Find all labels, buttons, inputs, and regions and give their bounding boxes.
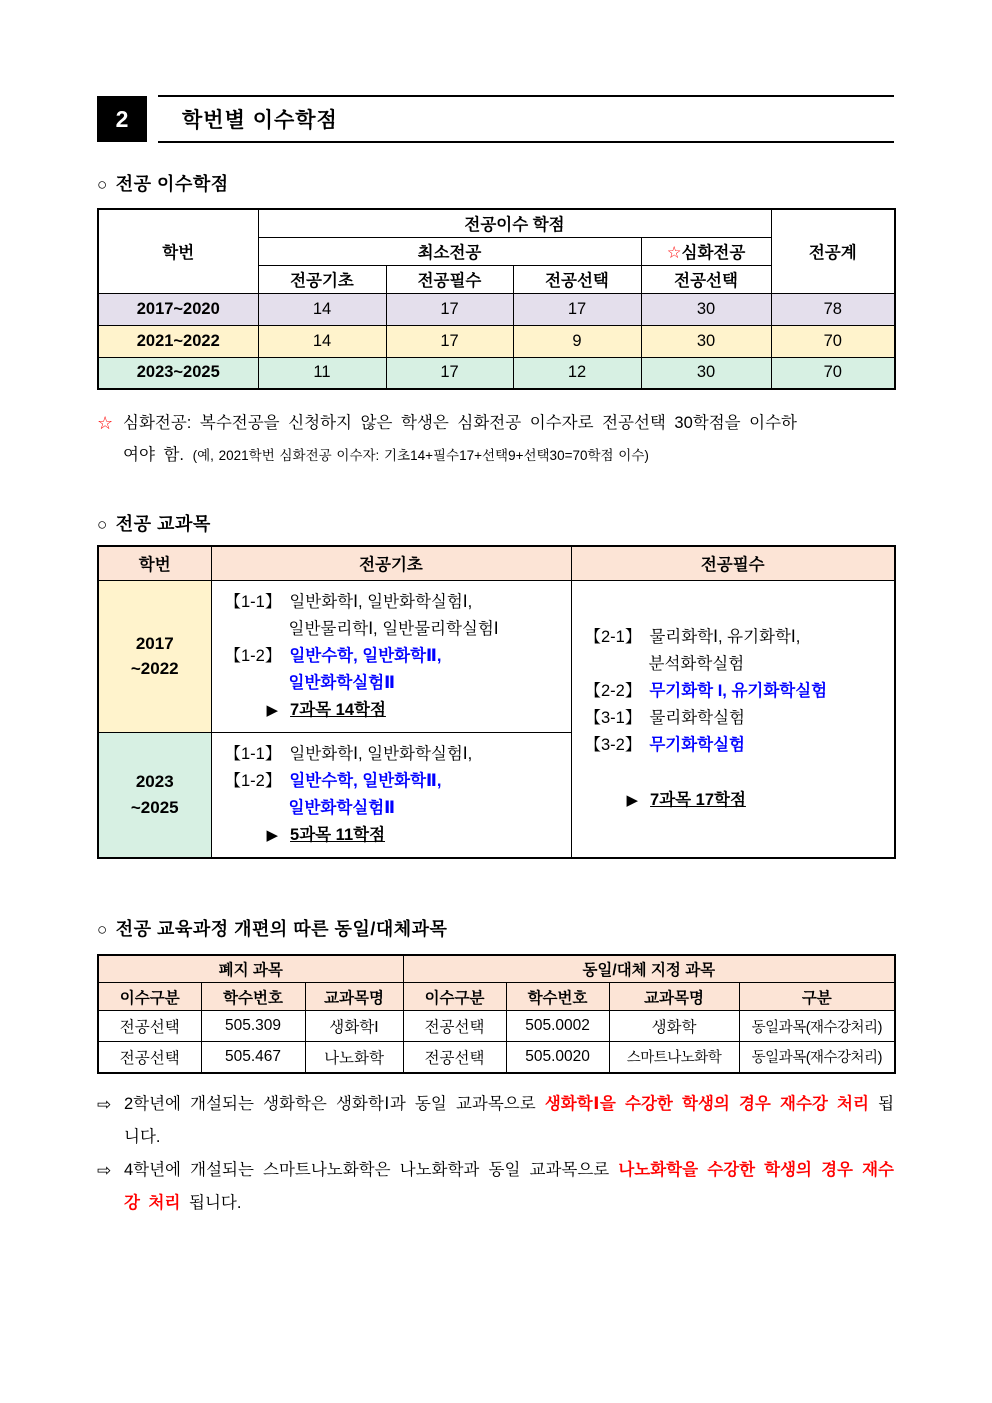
col-header: 교과목명 [305,983,403,1011]
semester-tag: 【1-2】 [224,646,282,665]
semester-tag: 【3-1】 [584,708,642,727]
bottom-notes [97,1088,894,1220]
course-names: 물리화학실험 [649,708,745,727]
course-line [585,705,889,732]
years-cell [98,580,211,732]
note-warning-red: 나노화학을 수강한 학생의 경우 재수강 처리 [124,1160,894,1212]
table-header-row [98,209,895,237]
semester-tag: 【2-1】 [584,627,642,646]
col-header-total: 전공계 [771,209,895,293]
cell: 스마트나노화학 [609,1042,739,1073]
cell: 전공선택 [403,1011,506,1042]
col-header-major-credit-group: 전공이수 학점 [258,209,771,237]
summary-text: 5과목 11학점 [290,825,386,844]
cell: 동일과목(재수강처리) [739,1042,895,1073]
value-cell: 30 [641,357,771,389]
cell: 생화학 [609,1011,739,1042]
group-header-substitute: 동일/대체 지정 과목 [403,955,895,983]
cell: 생화학Ⅰ [305,1011,403,1042]
triangle-bullet-icon: ▶ [266,701,279,719]
years-line1: 2017 [135,633,174,653]
course-names-new: 일반수학, 일반화학Ⅱ, [289,771,442,790]
value-cell: 17 [386,357,513,389]
cell: 505.0020 [506,1042,609,1073]
section-number-badge: 2 [97,96,147,142]
summary-line [267,822,565,849]
course-names: 일반화학Ⅰ, 일반화학실험Ⅰ, [289,592,473,611]
col-header: 학수번호 [506,983,609,1011]
heading-substitute-courses [97,915,894,941]
table-row [98,1042,895,1073]
course-names-new: 무기화학실험 [649,735,745,754]
course-line [585,732,889,759]
heading-major-courses-label: 전공 교과목 [115,514,211,534]
course-names: 분석화학실험 [648,654,745,673]
col-header-seontaek2: 전공선택 [641,265,771,293]
circle-bullet-icon: ○ [97,919,108,939]
cell: 505.467 [201,1042,305,1073]
value-cell: 78 [771,293,895,325]
col-header: 이수구분 [98,983,201,1011]
col-header-pilsu: 전공필수 [386,265,513,293]
footnote-example: (예, 2021학번 심화전공 이수자: 기초14+필수17+선택9+선택30=70학점 이수) [192,448,649,463]
col-header-haekbeon: 학번 [98,209,258,293]
heading-substitute-courses-label: 전공 교육과정 개편의 따른 동일/대체과목 [115,918,448,939]
cell: 505.0002 [506,1011,609,1042]
years-cell: 2023~2025 [98,357,258,389]
table-header-row [98,983,895,1011]
col-header-pilsu: 전공필수 [571,546,895,580]
heading-major-courses [97,510,894,536]
course-names: 일반물리학Ⅰ, 일반물리학실험Ⅰ [288,619,499,638]
course-line [225,741,565,768]
gicho-courses-cell [211,580,571,732]
col-header-seontaek: 전공선택 [513,265,641,293]
section-banner [97,95,894,143]
years-cell: 2021~2022 [98,325,258,357]
pilsu-content [585,624,889,814]
value-cell: 17 [386,325,513,357]
table-row [98,293,895,325]
intensive-major-footnote [97,407,894,472]
value-cell: 9 [513,325,641,357]
cell: 나노화학 [305,1042,403,1073]
course-names-new: 일반화학실험Ⅱ [288,798,396,817]
note-biochem [97,1088,894,1154]
circle-bullet-icon: ○ [97,175,108,194]
value-cell: 17 [513,293,641,325]
semester-tag: 【1-1】 [224,592,282,611]
col-header-gicho: 전공기초 [211,546,571,580]
pilsu-courses-cell [571,580,895,858]
summary-line [267,697,565,724]
course-line [585,624,889,651]
value-cell: 17 [386,293,513,325]
cell: 전공선택 [403,1042,506,1073]
semester-tag: 【2-2】 [584,681,642,700]
gicho-courses-cell [211,732,571,858]
value-cell: 70 [771,325,895,357]
years-cell: 2017~2020 [98,293,258,325]
col-header-gicho: 전공기초 [258,265,386,293]
cell: 전공선택 [98,1042,201,1073]
value-cell: 70 [771,357,895,389]
section-title-box [158,95,894,143]
cell: 505.309 [201,1011,305,1042]
triangle-bullet-icon: ▶ [626,791,639,809]
value-cell: 30 [641,325,771,357]
right-arrow-icon: ⇨ [97,1160,112,1180]
note-text: 2학년에 개설되는 생화학은 생화학Ⅰ과 동일 교과목으로 [124,1094,536,1113]
group-header-abolished: 폐지 과목 [98,955,403,983]
star-icon: ☆ [97,413,114,433]
semester-tag: 【1-1】 [224,744,282,763]
col-header-intensive-label: 심화전공 [681,244,746,262]
heading-major-credits-label: 전공 이수학점 [115,174,229,194]
value-cell: 14 [258,325,386,357]
semester-tag: 【3-2】 [584,735,642,754]
col-header-minimum: 최소전공 [258,237,641,265]
section-title: 학번별 이수학점 [182,109,338,132]
years-line2: ~2022 [130,659,179,678]
years-line1: 2023 [135,772,174,791]
major-courses-table [97,545,896,859]
summary-text: 7과목 17학점 [650,790,746,809]
course-names-new: 일반수학, 일반화학Ⅱ, [289,646,442,665]
years-line2: ~2025 [130,797,179,817]
course-names: 물리화학Ⅰ, 유기화학Ⅰ, [649,627,801,646]
circle-bullet-icon: ○ [97,515,108,534]
table-row [98,357,895,389]
note-text: 됩니다. [124,1094,895,1146]
footnote-line1: 심화전공: 복수전공을 신청하지 않은 학생은 심화전공 이수자로 전공선택 30학점을 이수하 [123,414,797,432]
value-cell: 30 [641,293,771,325]
col-header: 이수구분 [403,983,506,1011]
years-cell [98,732,211,858]
star-icon: ☆ [666,244,682,262]
note-text: 4학년에 개설되는 스마트나노화학은 나노화학과 동일 교과목으로 [124,1160,610,1179]
course-line [225,768,565,795]
col-header-haekbeon: 학번 [98,546,211,580]
course-names: 일반화학Ⅰ, 일반화학실험Ⅰ, [289,744,473,763]
cell: 전공선택 [98,1011,201,1042]
course-names-new: 무기화학 I, 유기화학실험 [649,681,828,700]
summary-text: 7과목 14학점 [290,700,386,719]
table-row [98,580,895,732]
course-line [225,589,565,616]
semester-tag: 【1-2】 [224,771,282,790]
value-cell: 11 [258,357,386,389]
summary-line [627,787,889,814]
col-header: 교과목명 [609,983,739,1011]
table-row [98,325,895,357]
triangle-bullet-icon: ▶ [266,826,279,844]
value-cell: 12 [513,357,641,389]
col-header: 구분 [739,983,895,1011]
heading-major-credits [97,170,894,196]
note-nanochem [97,1154,894,1220]
note-warning-red: 생화학Ⅰ을 수강한 학생의 경우 재수강 처리 [544,1094,869,1113]
footnote-line2: 여야 함. [123,446,184,464]
col-header: 학수번호 [201,983,305,1011]
value-cell: 14 [258,293,386,325]
table-header-row [98,546,895,580]
right-arrow-icon: ⇨ [97,1094,112,1114]
course-names-new: 일반화학실험Ⅱ [288,673,396,692]
table-row [98,1011,895,1042]
course-line [225,643,565,670]
major-credits-table [97,208,896,390]
substitute-courses-table [97,954,896,1074]
note-text: 됩니다. [189,1193,242,1212]
col-header-intensive [641,237,771,265]
course-line [585,678,889,705]
table-group-header-row [98,955,895,983]
cell: 동일과목(재수강처리) [739,1011,895,1042]
